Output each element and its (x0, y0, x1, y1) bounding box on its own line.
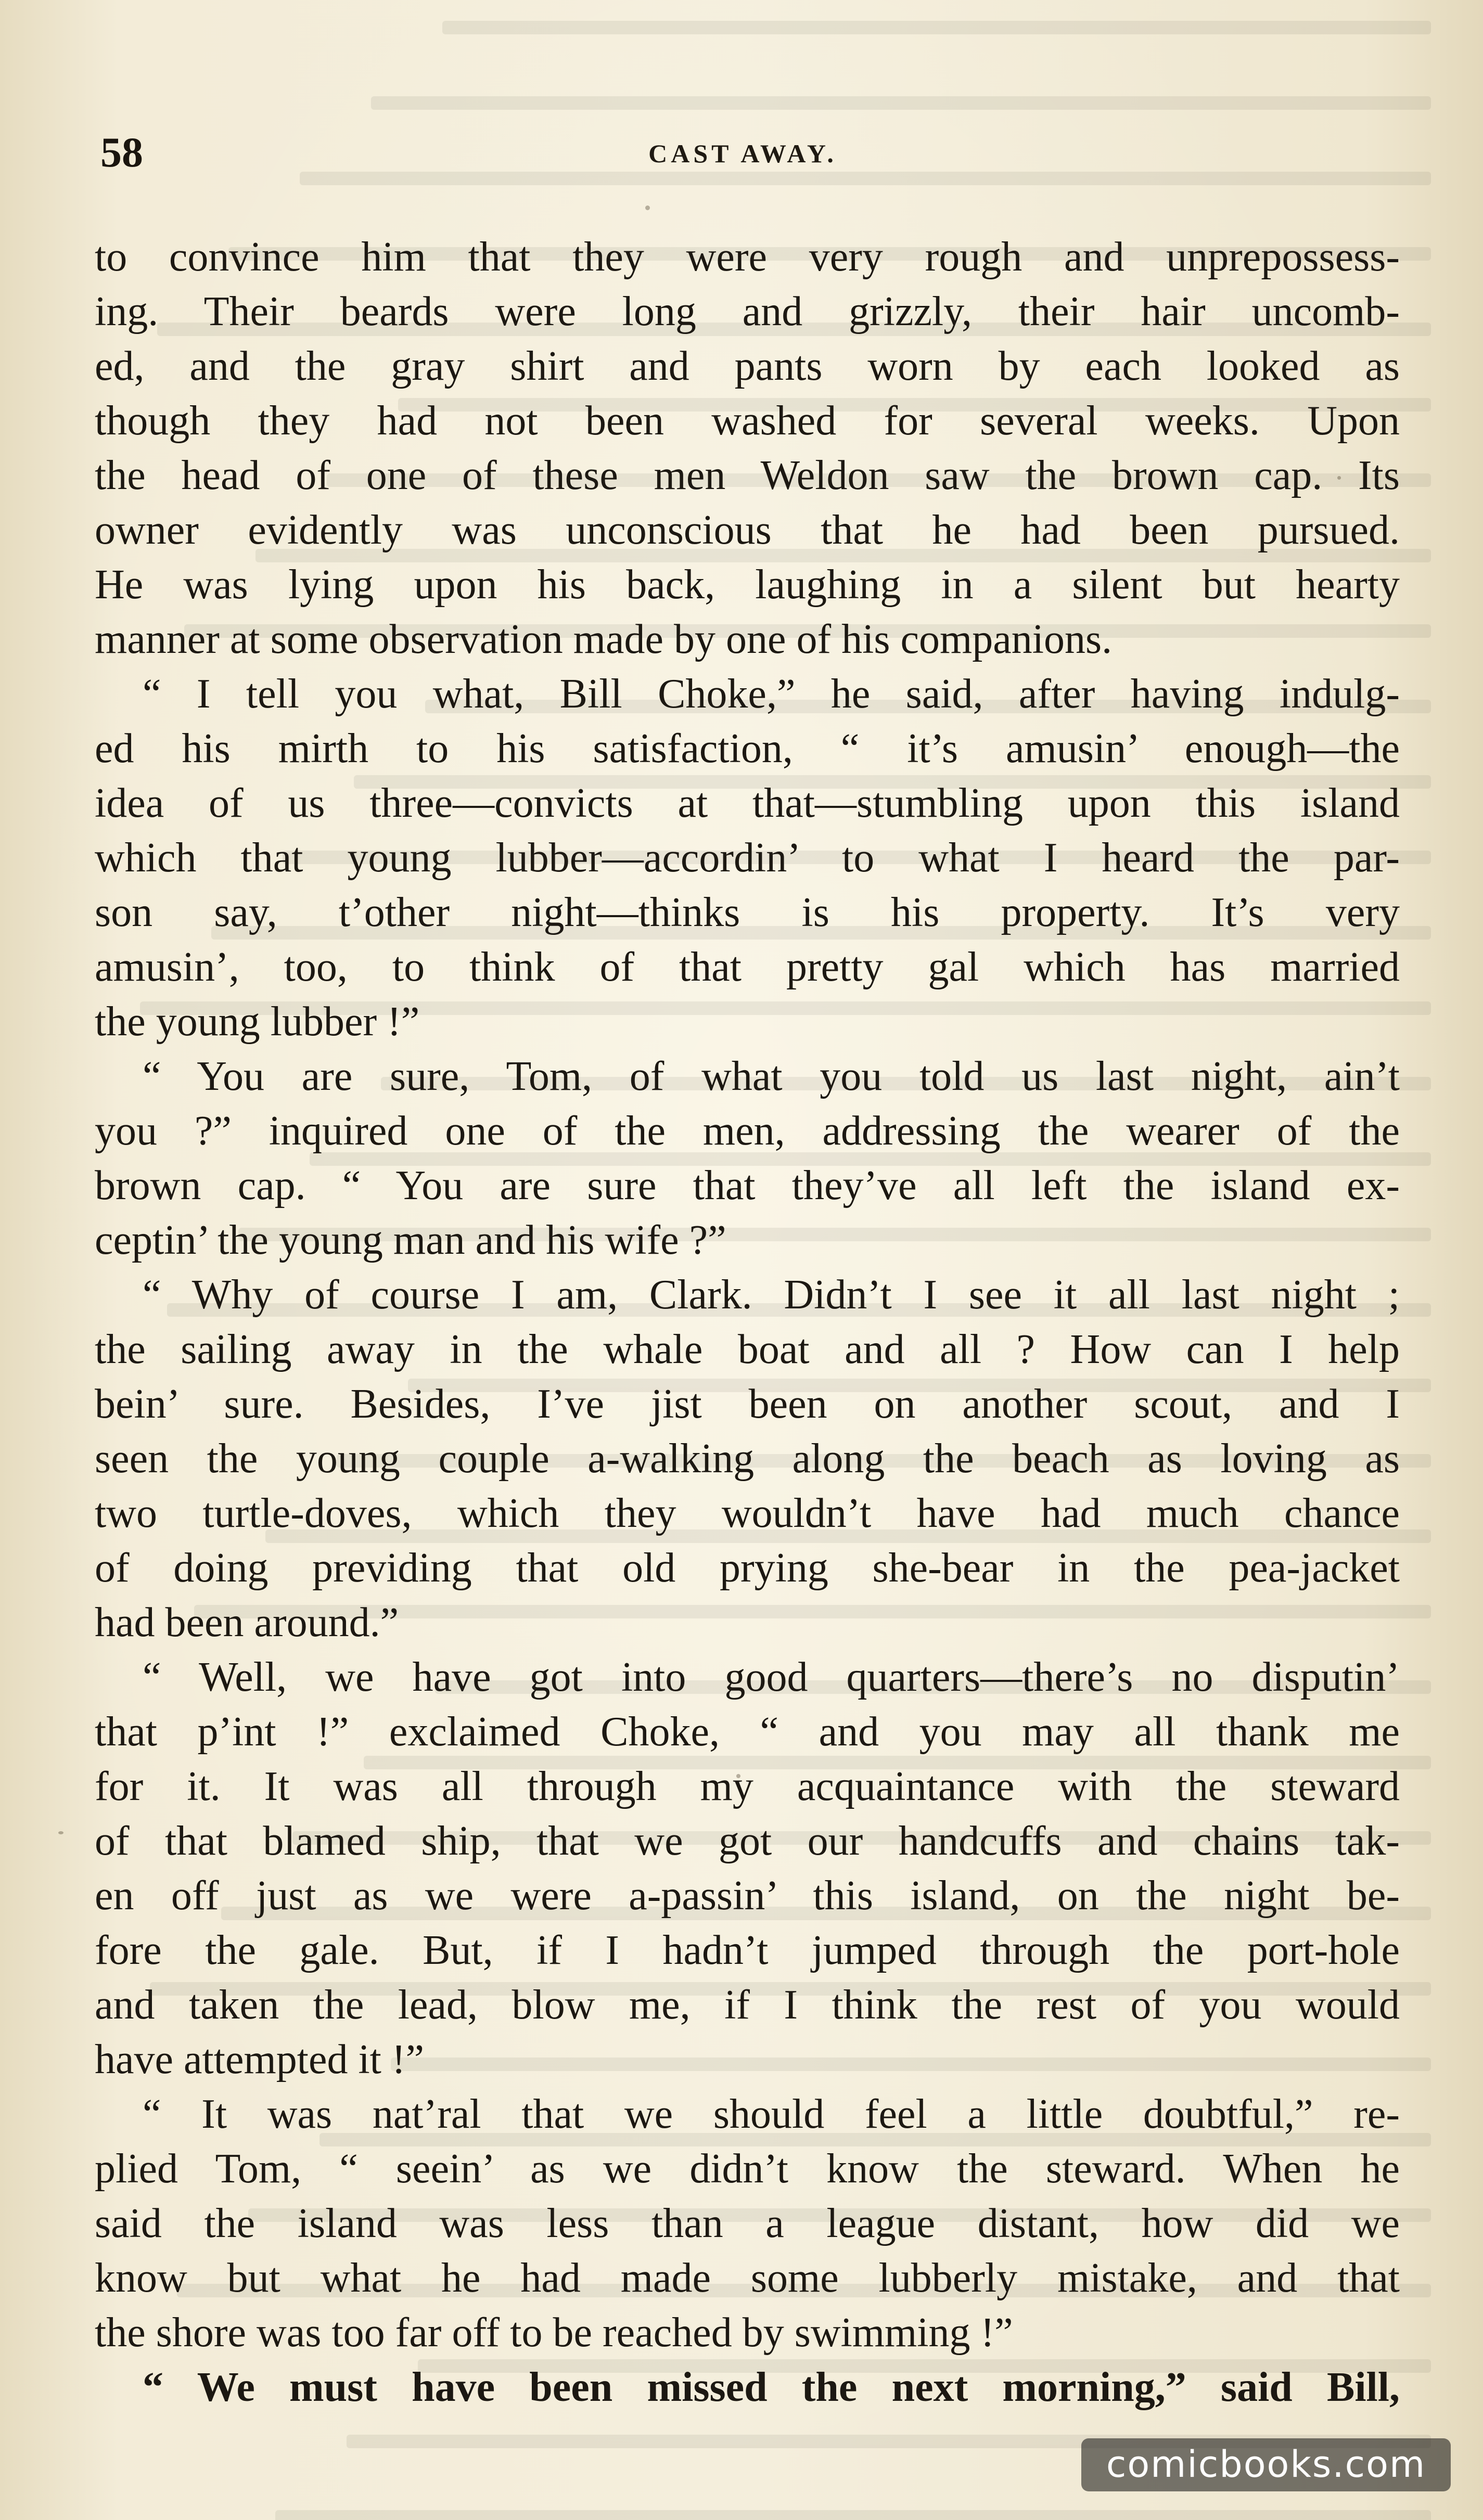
text-line: “ Well, we have got into good quarters—there’s no disputin’ (143, 1654, 1400, 1700)
text-line: and taken the lead, blow me, if I think the rest of you would (95, 1982, 1400, 2028)
text-line: “ It was nat’ral that we should feel a little doubtful,” re- (143, 2091, 1400, 2137)
text-line: He was lying upon his back, laughing in a silent but hearty (95, 562, 1400, 608)
text-line: the young lubber !” (95, 999, 420, 1045)
text-line: amusin’, too, to think of that pretty gal which has married (95, 944, 1400, 990)
paper-speck (645, 205, 650, 210)
text-line: “ I tell you what, Bill Choke,” he said, after having indulg- (143, 671, 1400, 717)
text-line: that p’int !” exclaimed Choke, “ and you may all thank me (95, 1709, 1400, 1755)
text-line: fore the gale. But, if I hadn’t jumped through the port-hole (95, 1927, 1400, 1973)
text-line: which that young lubber—accordin’ to what I heard the par- (95, 835, 1400, 881)
text-line: had been around.” (95, 1600, 399, 1645)
text-line: the shore was too far off to be reached by swimming !” (95, 2310, 1013, 2356)
running-head: CAST AWAY. (648, 139, 837, 168)
text-line: have attempted it !” (95, 2037, 425, 2082)
text-line: “ Why of course I am, Clark. Didn’t I see it all last night ; (143, 1272, 1400, 1318)
text-line: two turtle-doves, which they wouldn’t have had much chance (95, 1490, 1400, 1536)
text-line: the head of one of these men Weldon saw the brown cap. Its (95, 453, 1400, 498)
text-line: of doing previding that old prying she-bear in the pea-jacket (95, 1545, 1400, 1591)
text-line: you ?” inquired one of the men, addressing the wearer of the (95, 1108, 1400, 1154)
text-line: to convince him that they were very rough and unprepossess- (95, 234, 1400, 280)
text-line: seen the young couple a-walking along the beach as loving as (95, 1436, 1400, 1482)
paper-speck (58, 1831, 63, 1834)
show-through-line (99, 21, 1431, 75)
text-line: owner evidently was unconscious that he had been pursued. (95, 507, 1400, 553)
watermark (1081, 2438, 1451, 2491)
text-line: plied Tom, “ seein’ as we didn’t know the steward. When he (95, 2146, 1400, 2192)
text-line: son say, t’other night—thinks is his property. It’s very (95, 890, 1400, 935)
text-line: said the island was less than a league distant, how did we (95, 2201, 1400, 2246)
text-line: though they had not been washed for several weeks. Upon (95, 398, 1400, 444)
text-line: ceptin’ the young man and his wife ?” (95, 1217, 726, 1263)
text-line: “ We must have been missed the next morning,” said Bill, (143, 2364, 1400, 2410)
text-line: “ You are sure, Tom, of what you told us last night, ain’t (143, 1053, 1400, 1099)
page-header (86, 124, 1400, 181)
text-line: idea of us three—convicts at that—stumbling upon this island (95, 780, 1400, 826)
text-line: of that blamed ship, that we got our handcuffs and chains tak- (95, 1818, 1400, 1864)
text-line: ing. Their beards were long and grizzly, their hair uncomb- (95, 289, 1400, 335)
watermark-text: comicbooks.com (1106, 2443, 1426, 2486)
text-line: ed, and the gray shirt and pants worn by each looked as (95, 343, 1400, 389)
page-number: 58 (100, 128, 143, 176)
body-text (95, 230, 1400, 2415)
text-line: manner at some observation made by one of his companions. (95, 616, 1113, 662)
text-line: en off just as we were a-passin’ this island, on the night be- (95, 1873, 1400, 1919)
text-line: the sailing away in the whale boat and all ? How can I help (95, 1327, 1400, 1372)
text-line: brown cap. “ You are sure that they’ve all left the island ex- (95, 1163, 1400, 1208)
text-line: ed his mirth to his satisfaction, “ it’s amusin’ enough—the (95, 726, 1400, 772)
text-line: know but what he had made some lubberly mistake, and that (95, 2255, 1400, 2301)
text-line: for it. It was all through my acquaintance with the steward (95, 1764, 1400, 1809)
show-through-line (99, 2510, 1431, 2520)
text-line: bein’ sure. Besides, I’ve jist been on another scout, and I (95, 1381, 1400, 1427)
